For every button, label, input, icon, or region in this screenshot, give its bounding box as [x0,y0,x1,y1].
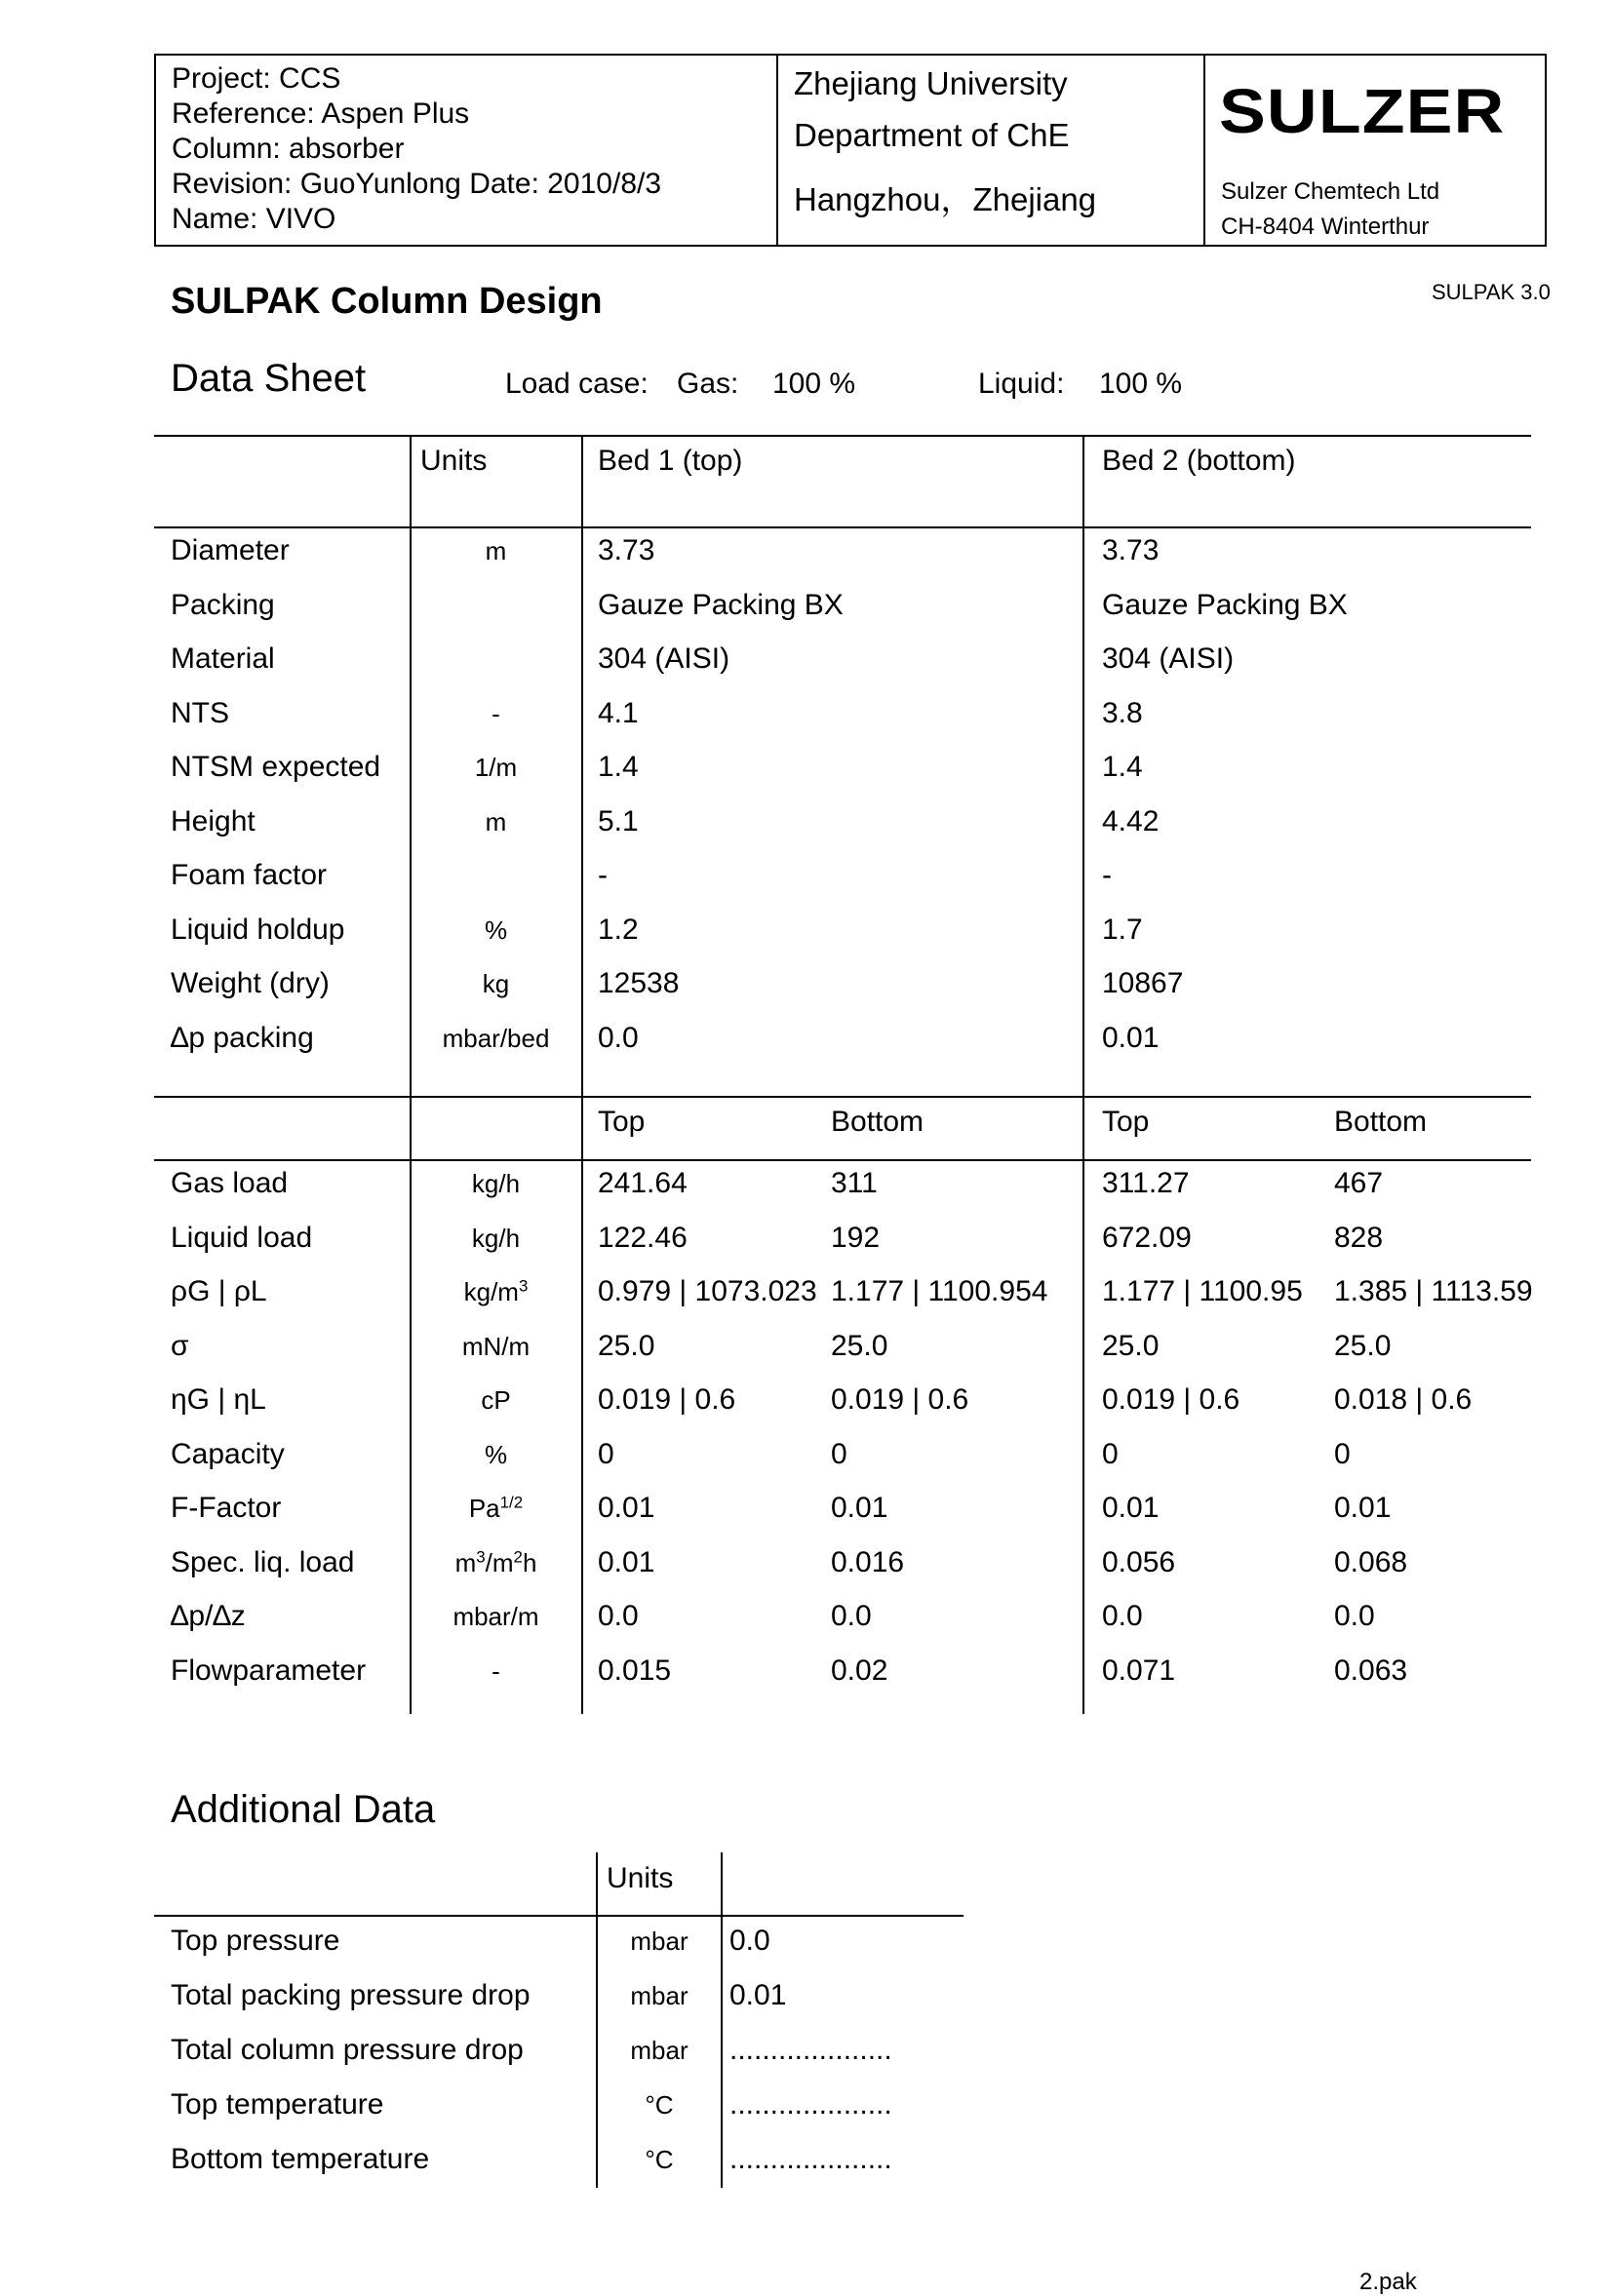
bed1-value: 3.73 [598,534,655,566]
bed2-top-value: 0.0 [1102,1600,1143,1632]
row-label: Height [171,804,256,837]
row-label: Spec. liq. load [171,1545,355,1578]
col-header-bed1-bottom: Bottom [831,1106,925,1138]
department: Department of ChE [794,117,1070,153]
bed2-bottom-value: 0.068 [1334,1545,1408,1578]
bed1-value: 4.1 [598,696,639,729]
col-header-bed1-top: Top [598,1106,646,1138]
bed1-value: 5.1 [598,804,639,837]
bed1-value: 12538 [598,967,680,999]
bed1-top-value: 241.64 [598,1167,688,1199]
liquid-label: Liquid: [978,368,1065,400]
page-title: SULPAK Column Design [171,281,603,322]
row-label: ∆p/∆z [171,1600,246,1632]
table-rule [1082,435,1084,1714]
row-unit: kg/h [471,1169,521,1198]
name: Name: VIVO [172,203,336,235]
load-case-label: Load case: [505,368,649,400]
version-label: SULPAK 3.0 [1432,280,1551,304]
bed1-bottom-value: 0.02 [831,1654,888,1687]
additional-label: Top pressure [171,1925,340,1957]
bed2-value: 10867 [1102,967,1184,999]
additional-label: Top temperature [171,2088,384,2121]
project: Project: CCS [172,62,341,95]
row-unit: - [492,698,500,728]
additional-label: Bottom temperature [171,2143,430,2175]
bed2-bottom-value: 25.0 [1334,1329,1392,1362]
bed2-value: 1.7 [1102,913,1143,946]
bed2-top-value: 672.09 [1102,1221,1192,1254]
bed2-top-value: 1.177 | 1100.95 [1102,1275,1303,1307]
additional-unit: mbar [630,1926,688,1956]
city: Hangzhou，Zhejiang [794,181,1097,217]
additional-label: Total column pressure drop [171,2034,524,2066]
bed1-top-value: 0.01 [598,1492,655,1524]
bed2-bottom-value: 0.018 | 0.6 [1334,1383,1473,1416]
bed1-bottom-value: 1.177 | 1100.954 [831,1275,1048,1307]
bed1-top-value: 0.019 | 0.6 [598,1383,736,1416]
row-label: Capacity [171,1437,285,1470]
bed2-top-value: 0.056 [1102,1545,1176,1578]
bed1-bottom-value: 0.016 [831,1545,905,1578]
col-header-bed2-top: Top [1102,1106,1150,1138]
bed2-value: - [1102,859,1112,891]
company: Sulzer Chemtech Ltd [1221,178,1440,205]
col-header-bed1: Bed 1 (top) [598,445,743,477]
row-unit: $m^3/m^2h$ [454,1546,537,1577]
bed2-bottom-value: 0.01 [1334,1492,1392,1524]
table-rule [154,1159,1531,1161]
bed1-top-value: 0.979 | 1073.023 [598,1275,817,1307]
row-label: Gas load [171,1167,289,1199]
bed1-top-value: 122.46 [598,1221,688,1254]
bed2-value: 0.01 [1102,1021,1160,1054]
bed2-bottom-value: 0 [1334,1437,1351,1470]
row-label: Diameter [171,534,290,566]
bed2-bottom-value: 828 [1334,1221,1384,1254]
bed2-bottom-value: 0.063 [1334,1654,1408,1687]
bed2-bottom-value: 0.0 [1334,1600,1375,1632]
bed1-top-value: 0.01 [598,1545,655,1578]
additional-value: .................... [729,2034,892,2066]
row-label: Weight (dry) [171,967,330,999]
row-unit: kg [482,969,510,998]
bed2-bottom-value: 467 [1334,1167,1384,1199]
additional-unit: mbar [630,2036,688,2065]
additional-value: 0.01 [729,1979,787,2011]
footer-filename: 2.pak [1359,2269,1417,2295]
table-rule [721,1852,723,2188]
row-unit: mbar/bed [442,1023,550,1053]
row-unit: % [484,1439,508,1469]
table-rule [154,1915,964,1917]
row-label: σ [171,1329,189,1362]
bed1-bottom-value: 0.019 | 0.6 [831,1383,969,1416]
row-label: ∆p packing [171,1021,314,1054]
reference: Reference: Aspen Plus [172,97,470,130]
row-unit: cP [481,1385,511,1415]
row-unit: mbar/m [452,1602,539,1631]
additional-units-header: Units [607,1862,674,1894]
additional-data-heading: Additional Data [171,1788,436,1831]
bed1-value: 1.2 [598,913,639,946]
col-header-bed2-bottom: Bottom [1334,1106,1428,1138]
bed1-bottom-value: 0 [831,1437,847,1470]
header-box [154,54,1547,247]
row-label: NTS [171,696,229,729]
bed2-value: 1.4 [1102,751,1143,783]
row-label: ηG | ηL [171,1383,266,1416]
table-rule [581,435,583,1714]
column: Column: absorber [172,133,405,165]
address: CH-8404 Winterthur [1221,214,1430,240]
row-label: Liquid holdup [171,913,345,946]
row-label: Liquid load [171,1221,313,1254]
sulzer-logo: SULZER [1219,76,1506,146]
row-unit: m [485,806,507,837]
row-label: F-Factor [171,1492,282,1524]
bed1-top-value: 0.015 [598,1654,672,1687]
bed1-bottom-value: 25.0 [831,1329,888,1362]
row-label: ρG | ρL [171,1275,267,1307]
row-unit: kg/h [471,1223,521,1253]
bed2-top-value: 311.27 [1102,1167,1190,1199]
data-sheet-heading: Data Sheet [171,357,367,400]
additional-unit: °C [645,2145,674,2174]
bed1-value: Gauze Packing BX [598,588,844,621]
row-unit: mN/m [461,1331,531,1361]
row-unit: 1/m [474,753,518,782]
gas-value: 100 % [772,368,856,400]
bed1-bottom-value: 192 [831,1221,881,1254]
bed2-value: Gauze Packing BX [1102,588,1348,621]
bed2-top-value: 0.071 [1102,1654,1176,1687]
bed1-value: 1.4 [598,751,639,783]
bed2-value: 304 (AISI) [1102,642,1235,675]
revision: Revision: GuoYunlong Date: 2010/8/3 [172,168,662,200]
bed2-value: 3.8 [1102,696,1143,729]
bed1-value: 304 (AISI) [598,642,730,675]
row-label: Flowparameter [171,1654,367,1687]
bed1-top-value: 0.0 [598,1600,639,1632]
bed1-top-value: 0 [598,1437,614,1470]
university: Zhejiang University [794,65,1068,101]
additional-value: .................... [729,2088,892,2121]
additional-label: Total packing pressure drop [171,1979,531,2011]
bed2-value: 4.42 [1102,804,1160,837]
table-rule [154,435,1531,437]
bed2-top-value: 0.01 [1102,1492,1160,1524]
row-unit: % [484,915,508,945]
row-unit: $kg/m^3$ [463,1276,529,1306]
col-header-units: Units [420,445,488,477]
col-header-bed2: Bed 2 (bottom) [1102,445,1296,477]
bed2-top-value: 25.0 [1102,1329,1160,1362]
bed1-bottom-value: 0.01 [831,1492,888,1524]
bed1-bottom-value: 0.0 [831,1600,872,1632]
bed1-top-value: 25.0 [598,1329,655,1362]
table-rule [154,1096,1531,1098]
bed2-value: 3.73 [1102,534,1160,566]
additional-value: 0.0 [729,1925,770,1957]
row-label: NTSM expected [171,751,381,783]
additional-value: .................... [729,2143,892,2175]
table-rule [596,1852,598,2188]
gas-label: Gas: [677,368,739,400]
additional-unit: °C [645,2090,674,2120]
bed2-top-value: 0 [1102,1437,1119,1470]
table-rule [154,526,1531,528]
bed2-top-value: 0.019 | 0.6 [1102,1383,1240,1416]
bed1-value: 0.0 [598,1021,639,1054]
bed2-bottom-value: 1.385 | 1113.59 [1334,1275,1533,1307]
row-label: Material [171,642,275,675]
row-unit: m [485,536,507,565]
additional-unit: mbar [630,1981,688,2010]
row-label: Packing [171,588,275,621]
liquid-value: 100 % [1099,368,1183,400]
bed1-bottom-value: 311 [831,1167,878,1199]
row-label: Foam factor [171,859,328,891]
row-unit: - [492,1655,500,1686]
row-unit: $Pa^{1/2}$ [468,1493,524,1523]
bed1-value: - [598,859,608,891]
